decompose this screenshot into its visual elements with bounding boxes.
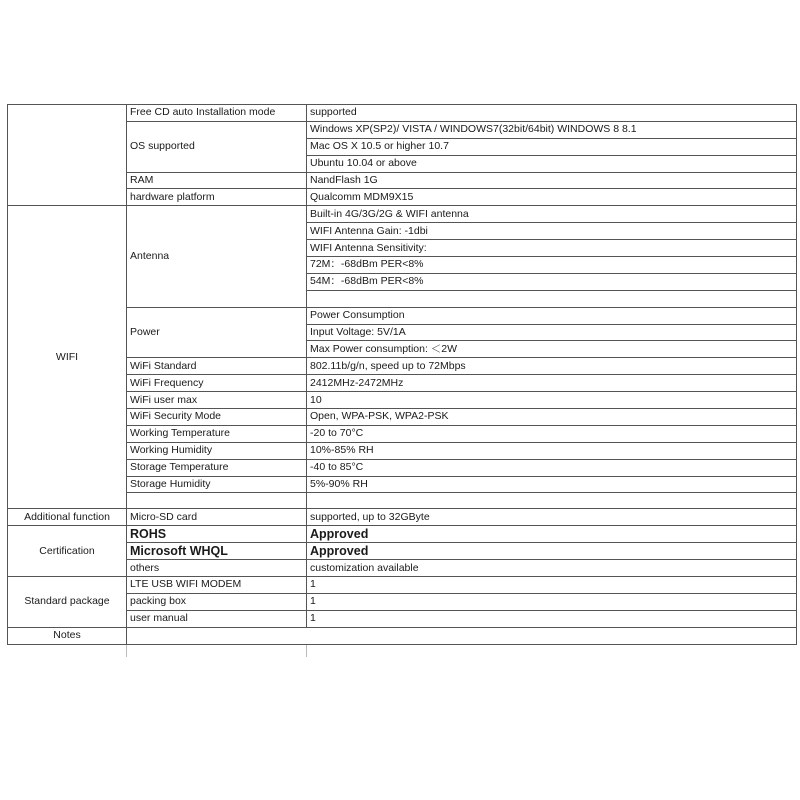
table-row <box>8 627 797 644</box>
spec-label: WiFi Standard <box>127 358 307 375</box>
table-row <box>8 392 797 409</box>
table-row <box>8 172 797 189</box>
spec-label: Working Humidity <box>127 442 307 459</box>
table-row <box>8 577 797 594</box>
table-row <box>8 493 797 509</box>
table-tail-lines <box>7 645 796 657</box>
spec-value: 54M：-68dBm PER<8% <box>307 273 797 290</box>
category-cell-certification: Certification <box>8 526 127 577</box>
spec-value: Max Power consumption: ＜2W <box>307 341 797 358</box>
spec-value: customization available <box>307 560 797 577</box>
spec-value: 2412MHz-2472MHz <box>307 375 797 392</box>
spec-label: Free CD auto Installation mode <box>127 105 307 122</box>
spec-value: Approved <box>307 543 797 560</box>
table-row <box>8 543 797 560</box>
table-row <box>8 358 797 375</box>
spec-label: Microsoft WHQL <box>127 543 307 560</box>
spec-value: 10 <box>307 392 797 409</box>
table-row <box>8 307 797 324</box>
spec-value: WIFI Antenna Gain: -1dbi <box>307 223 797 240</box>
table-row <box>8 105 797 122</box>
spec-value <box>307 290 797 307</box>
table-row <box>8 509 797 526</box>
tail-divider <box>306 645 307 657</box>
spec-value: 1 <box>307 577 797 594</box>
tail-divider <box>126 645 127 657</box>
table-row <box>8 375 797 392</box>
spec-table <box>7 104 797 645</box>
table-row <box>8 121 797 138</box>
spec-label: hardware platform <box>127 189 307 206</box>
spec-label: Antenna <box>127 206 307 307</box>
spec-value: 1 <box>307 593 797 610</box>
table-row <box>8 206 797 223</box>
spec-value: 1 <box>307 610 797 627</box>
spec-label: Storage Temperature <box>127 459 307 476</box>
table-row <box>8 442 797 459</box>
spec-label <box>127 493 307 509</box>
spec-value: 10%-85% RH <box>307 442 797 459</box>
table-row <box>8 593 797 610</box>
table-row <box>8 459 797 476</box>
spec-label: WiFi Frequency <box>127 375 307 392</box>
spec-label: LTE USB WIFI MODEM <box>127 577 307 594</box>
spec-value: 5%-90% RH <box>307 476 797 493</box>
spec-value: WIFI Antenna Sensitivity: <box>307 240 797 257</box>
spec-value: Ubuntu 10.04 or above <box>307 155 797 172</box>
spec-value: 802.11b/g/n, speed up to 72Mbps <box>307 358 797 375</box>
spec-value: -20 to 70°C <box>307 425 797 442</box>
spec-value: 72M：-68dBm PER<8% <box>307 257 797 274</box>
table-row <box>8 526 797 543</box>
category-cell-wifi: WIFI <box>8 206 127 509</box>
spec-label: others <box>127 560 307 577</box>
spec-value: Qualcomm MDM9X15 <box>307 189 797 206</box>
table-row <box>8 189 797 206</box>
spec-label: WiFi Security Mode <box>127 409 307 426</box>
spec-value: NandFlash 1G <box>307 172 797 189</box>
category-cell-notes: Notes <box>8 627 127 644</box>
spec-label: Power <box>127 307 307 358</box>
spec-value: supported <box>307 105 797 122</box>
table-row <box>8 425 797 442</box>
spec-label: Storage Humidity <box>127 476 307 493</box>
category-cell-additional-function: Additional function <box>8 509 127 526</box>
category-cell-general <box>8 105 127 206</box>
spec-label: OS supported <box>127 121 307 172</box>
spec-value: Open, WPA-PSK, WPA2-PSK <box>307 409 797 426</box>
spec-value: Built-in 4G/3G/2G & WIFI antenna <box>307 206 797 223</box>
spec-label: user manual <box>127 610 307 627</box>
notes-value <box>127 627 797 644</box>
table-row <box>8 476 797 493</box>
spec-label: Micro-SD card <box>127 509 307 526</box>
table-row <box>8 560 797 577</box>
spec-value: Approved <box>307 526 797 543</box>
spec-label: Working Temperature <box>127 425 307 442</box>
spec-value: -40 to 85°C <box>307 459 797 476</box>
spec-value: Power Consumption <box>307 307 797 324</box>
spec-value: Input Voltage: 5V/1A <box>307 324 797 341</box>
spec-value <box>307 493 797 509</box>
spec-value: Mac OS X 10.5 or higher 10.7 <box>307 138 797 155</box>
spec-value: Windows XP(SP2)/ VISTA / WINDOWS7(32bit/64bit) WINDOWS 8 8.1 <box>307 121 797 138</box>
spec-label: WiFi user max <box>127 392 307 409</box>
spec-label: ROHS <box>127 526 307 543</box>
spec-label: RAM <box>127 172 307 189</box>
table-row <box>8 610 797 627</box>
spec-value: supported, up to 32GByte <box>307 509 797 526</box>
table-row <box>8 409 797 426</box>
spec-label: packing box <box>127 593 307 610</box>
category-cell-standard-package: Standard package <box>8 577 127 628</box>
